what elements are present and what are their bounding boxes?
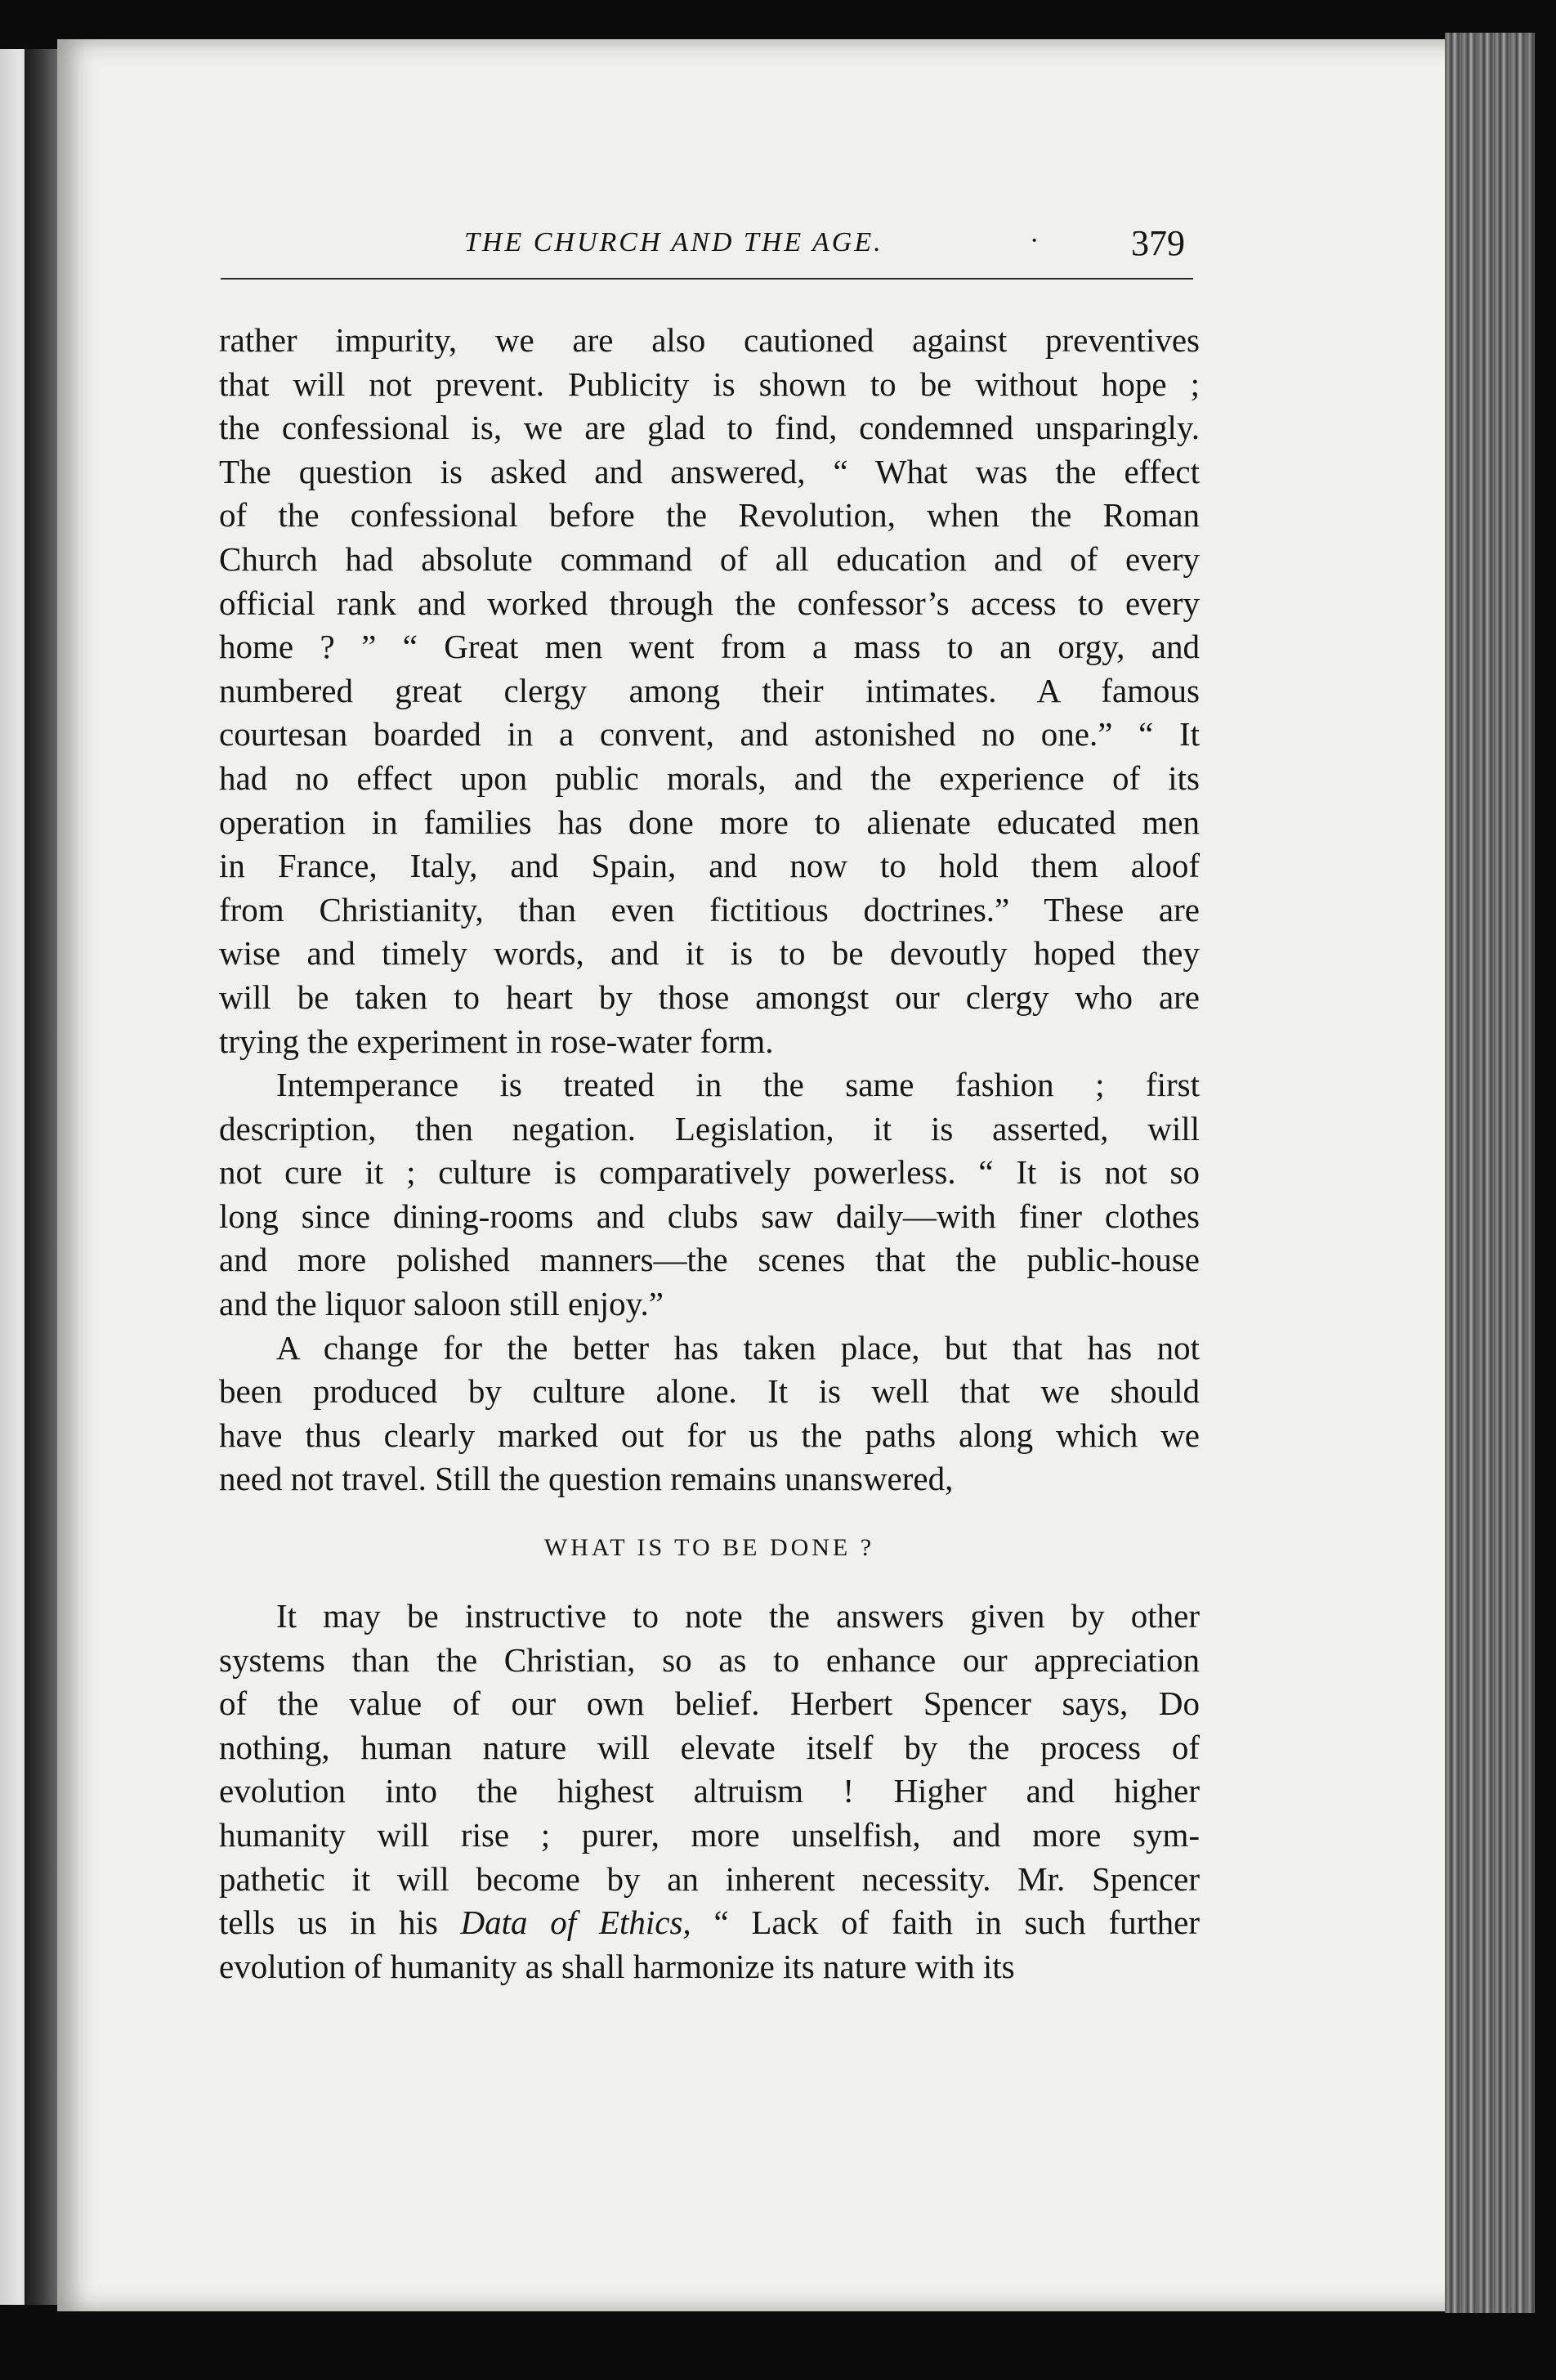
text-line: It may be instructive to note the answers given by other (276, 1597, 1200, 1635)
text-line: from Christianity, than even fictitious doctrines.” These are (219, 890, 1200, 928)
text-line: that will not prevent. Publicity is shown to be without hope ; (219, 365, 1200, 403)
text-line: humanity will rise ; purer, more unselfish, and more sym- (219, 1816, 1200, 1854)
text-line: rather impurity, we are also cautioned against preventives (219, 321, 1200, 359)
text-line: have thus clearly marked out for us the paths along which we (219, 1416, 1200, 1454)
text-line: numbered great clergy among their intimates. A famous (219, 671, 1200, 709)
text-line: official rank and worked through the confessor’s access to every (219, 584, 1200, 622)
text-line: tells us in his Data of Ethics, “ Lack of faith in such further (219, 1904, 1200, 1942)
body-text (219, 319, 1200, 1989)
text-line: will be taken to heart by those amongst our clergy who are (219, 978, 1200, 1016)
text-line: in France, Italy, and Spain, and now to hold them aloof (219, 847, 1200, 885)
text-line: pathetic it will become by an inherent necessity. Mr. Spencer (219, 1859, 1200, 1898)
text-line: wise and timely words, and it is to be devoutly hoped they (219, 934, 1200, 973)
paragraph (219, 1595, 1200, 1989)
paragraphs-after-heading (219, 1595, 1200, 1989)
text-line: and more polished manners—the scenes that the public-house (219, 1241, 1200, 1279)
text-line: evolution of humanity as shall harmonize its nature with its (219, 1947, 1015, 1985)
text-line: operation in families has done more to alienate educated men (219, 803, 1200, 841)
paragraph (219, 319, 1200, 1063)
book-page-edges (1445, 33, 1535, 2313)
text-line: nothing, human nature will elevate itself by the process of (219, 1728, 1200, 1766)
text-line: The question is asked and answered, “ What was the effect (219, 452, 1200, 490)
paragraphs-before-heading (219, 319, 1200, 1501)
section-heading: WHAT IS TO BE DONE ? (543, 1534, 875, 1562)
running-head (222, 222, 1187, 275)
text-line: had no effect upon public morals, and the experience of its (219, 758, 1200, 797)
text-line: and the liquor saloon still enjoy.” (219, 1285, 664, 1323)
text-line: need not travel. Still the question remains unanswered, (219, 1460, 954, 1498)
running-head-dot: · (1030, 226, 1040, 256)
text-line: courtesan boarded in a convent, and astonished no one.” “ It (219, 715, 1200, 754)
text-line: trying the experiment in rose-water form. (219, 1022, 774, 1060)
text-line: not cure it ; culture is comparatively powerless. “ It is not so (219, 1153, 1200, 1192)
text-line: Church had absolute command of all education and of every (219, 539, 1200, 578)
text-line: Intemperance is treated in the same fashion ; first (276, 1066, 1200, 1104)
running-head-title: THE CHURCH AND THE AGE. (464, 227, 883, 257)
text-line: description, then negation. Legislation, it is asserted, will (219, 1109, 1200, 1148)
text-line: of the confessional before the Revolution, when the Roman (219, 496, 1200, 535)
text-line: been produced by culture alone. It is well that we should (219, 1372, 1200, 1411)
paragraph (219, 1063, 1200, 1326)
text-line: of the value of our own belief. Herbert Spencer says, Do (219, 1684, 1200, 1723)
text-line: evolution into the highest altruism ! Higher and higher (219, 1772, 1200, 1810)
text-line: long since dining-rooms and clubs saw daily—with finer clothes (219, 1197, 1200, 1235)
italic-title: Data of Ethics, (460, 1904, 691, 1942)
text-line: the confessional is, we are glad to find, condemned unsparingly. (219, 409, 1200, 447)
text-line: home ? ” “ Great men went from a mass to an orgy, and (219, 628, 1200, 666)
running-head-rule (221, 278, 1193, 280)
paragraph (219, 1326, 1200, 1501)
text-line: A change for the better has taken place, but that has not (276, 1328, 1200, 1367)
text-line: systems than the Christian, so as to enhance our appreciation (219, 1640, 1200, 1679)
page-number: 379 (1131, 223, 1185, 263)
